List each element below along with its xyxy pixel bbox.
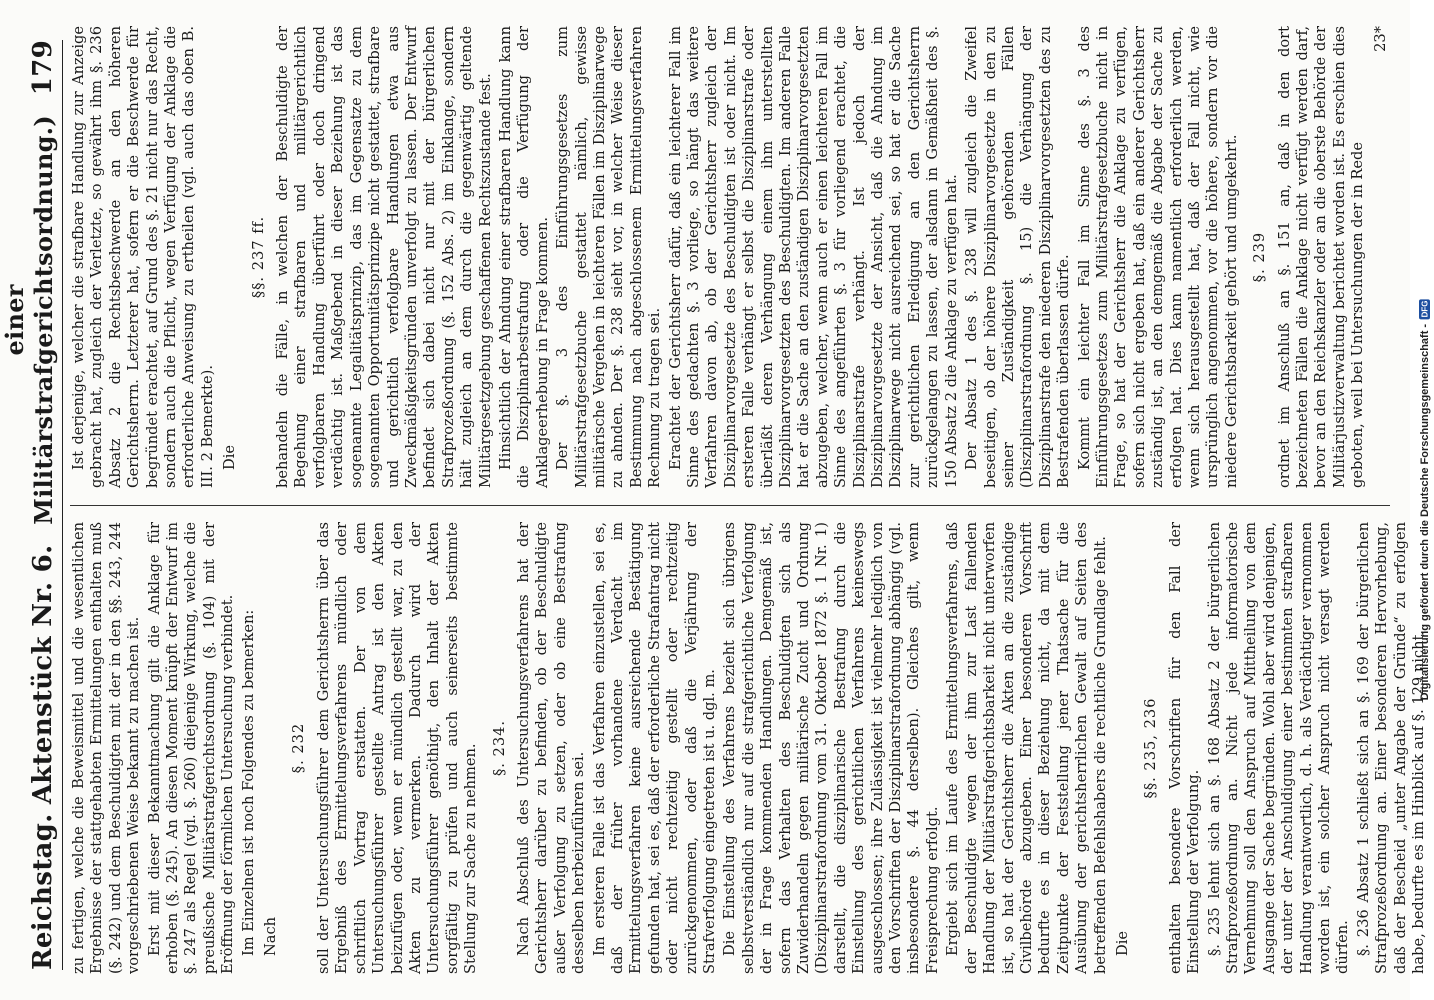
paragraph: Der §. 3 des Einführungsgesetzes zum Militärstrafgesetzbuche gestattet nämlich, gewisse militärische Vergehen in leichteren Fällen im Disziplinarwege zu ahnden. Der §. 238 sieht vor, in welcher Weise dieser Bestimmung nach abgeschlossenem Ermittelungsverfahren Rechnung zu tragen sei. (554, 26, 664, 488)
column-divider (70, 505, 1390, 506)
section-heading: §. 232 (290, 722, 308, 774)
paragraph: Ergiebt sich im Laufe des Ermittelungsverfahrens, daß der Beschuldigte wegen der ihm zur Last fallenden Handlung der Militärstrafgerichtsbarkeit nicht unterworfen ist, so hat der Gerichtsherr die Akten an die zuständige Civilbehörde abzugeben. Einer besonderen Vorschrift bedurfte es in dieser Beziehung nicht, da mit dem Zeitpunkte der Feststellung jener Thatsache für die Ausübung der gerichtsherrlichen Gewalt auf Seiten des betreffenden Befehlshabers die rechtliche Grundlage fehlt. (944, 522, 1109, 974)
lead-word: Nach (262, 916, 280, 956)
left-column (70, 522, 1428, 974)
paragraph: enthalten besondere Vorschriften für den Fall der Einstellung der Verfolgung. (1166, 522, 1203, 974)
paragraph: Der Absatz 1 des §. 238 will zugleich die Zweifel beseitigen, ob der höhere Disziplinarvorgesetzte in den zu seiner Zuständigkeit gehörenden Fällen (Disziplinarstrafordnung §. 15) die Verhängung der Disziplinarstrafe den niederen Disziplinarvorgesetzten des zu Bestrafenden überlassen dürfe. (963, 26, 1073, 488)
running-header (0, 40, 63, 970)
right-column (70, 26, 1390, 488)
paragraph: Nach Abschluß des Untersuchungsverfahrens hat der Gerichtsherr darüber zu befinden, ob der Beschuldigte außer Verfolgung zu setzen, oder ob eine Bestrafung desselben herbeizuführen sei. (514, 522, 588, 974)
paragraph: Kommt ein leichter Fall im Sinne des §. 3 des Einführungsgesetzes zum Militärstrafgesetzbuche nicht in Frage, so hat der Gerichtsherr die Anklage zu verfügen, sofern sich nicht ergeben hat, daß ein anderer Gerichtsherr zuständig ist, an den demgemäß die Abgabe der Sache zu erfolgen hat. Dies kann namentlich erforderlich werden, wenn sich herausgestellt hat, daß der Fall nicht, wie ursprünglich angenommen, vor die höhere, sondern vor die niedere Gerichtsbarkeit gehört und umgekehrt. (1075, 26, 1240, 488)
sheet-signature: 23* (1371, 26, 1389, 52)
paragraph: behandeln die Fälle, in welchen der Beschuldigte der Begehung einer strafbaren und militärgerichtlich verfolgbaren Handlung überführt oder doch dringend verdächtig ist. Maßgebend in dieser Beziehung ist das sogenannte Legalitätsprinzip, das im Gegensatze zu dem sogenannten Opportunitätsprinzipe nicht gestattet, strafbare und gerichtlich verfolgbare Handlungen etwa aus Zweckmäßigkeitsgründen unverfolgt zu lassen. Der Entwurf befindet sich dabei nicht nur mit der bürgerlichen Strafprozeßordnung (§. 152 Abs. 2) im Einklange, sondern hält zugleich an dem durch die gegenwärtig geltende Militärgesetzgebung geschaffenen Rechtszustande fest. (274, 26, 494, 488)
paragraph: Erachtet der Gerichtsherr dafür, daß ein leichterer Fall im Sinne des gedachten §. 3 vorliege, so hängt das weitere Verfahren davon ab, ob der Gerichtsherr zugleich der Disziplinarvorgesetzte des Beschuldigten ist oder nicht. Im ersteren Falle verhängt er selbst die Disziplinarstrafe oder überläßt deren Verhängung einem ihm unterstellten Disziplinarvorgesetzten des Beschuldigten. Im anderen Falle hat er die Sache an den zuständigen Disziplinarvorgesetzten abzugeben, welcher, wenn auch er einen leichteren Fall im Sinne des angeführten §. 3 für vorliegend erachtet, die Disziplinarstrafe verhängt. Ist jedoch der Disziplinarvorgesetzte der Ansicht, daß die Ahndung im Disziplinarwege nicht ausreichend sei, so hat er die Sache zur gerichtlichen Erledigung an den Gerichtsherrn zurückgelangen zu lassen, der alsdann in Gemäßheit des §. 150 Absatz 2 die Anklage zu verfügen hat. (666, 26, 960, 488)
paragraph: Im ersteren Falle ist das Verfahren einzustellen, sei es, daß der früher vorhandene Verdacht im Ermittelungsverfahren keine ausreichende Bestätigung gefunden hat, sei es, daß der erforderliche Strafantrag nicht oder nicht rechtzeitig gestellt oder rechtzeitig zurückgenommen, oder daß die Verjährung der Strafverfolgung eingetreten ist u. dgl. m. (590, 522, 718, 974)
paragraph: zu fertigen, welche die Beweismittel und die wesentlichen Ergebnisse der stattgehabten Ermittelungen enthalten muß (§. 242) und dem Beschuldigten mit der in den §§. 243, 244 vorgeschriebenen Weise bekannt zu machen ist. (70, 522, 143, 974)
lead-word: Die (1113, 930, 1131, 956)
section-heading: §. 234. (490, 719, 508, 777)
page-number: 179 (28, 40, 58, 96)
digitization-credit (1415, 5, 1434, 995)
paragraph: Die Einstellung des Verfahrens bezieht sich übrigens selbstverständlich nur auf die strafgerichtliche Verfolgung der in Frage kommenden Handlungen. Demgemäß ist, sofern das Verhalten des Beschuldigten sich als Zuwiderhandeln gegen militärische Zucht und Ordnung (Disziplinarstrafordnung vom 31. Oktober 1872 §. 1 Nr. 1) darstellt, die disziplinarische Bestrafung durch die Einstellung des gerichtlichen Verfahrens keineswegs ausgeschlossen; ihre Zulässigkeit ist vielmehr lediglich von den Vorschriften der Disziplinarstrafordnung abhängig (vgl. insbesondere §. 44 derselben). Gleiches gilt, wenn Freisprechung erfolgt. (721, 522, 941, 974)
lead-word: Die (221, 444, 239, 470)
paragraph: §. 235 lehnt sich an §. 168 Absatz 2 der bürgerlichen Strafprozeßordnung an. Nicht jede informatorische Vernehmung soll den Anspruch auf Mittheilung von dem Ausgange der Sache begründen. Wohl aber wird denjenigen, der unter der Anschuldigung einer bestimmten strafbaren Handlung verantwortlich, d. h. als Verdächtiger vernommen worden ist, ein solcher Anspruch nicht versagt werden dürfen. (1205, 522, 1352, 974)
paragraph: ordnet im Anschluß an §. 151 an, daß in den dort bezeichneten Fällen die Anklage nicht verfügt werden darf, bevor an den Reichskanzler oder an die oberste Behörde der Militärjustizverwaltung berichtet worden ist. Es erschien dies geboten, weil bei Untersuchungen der in Rede (1275, 26, 1367, 488)
paragraph: §. 236 Absatz 1 schließt sich an §. 169 der bürgerlichen Strafprozeßordnung an. Einer besonderen Hervorhebung, daß der Bescheid „unter Angabe der Gründe“ zu erfolgen habe, bedurfte es im Hinblick auf §. 129 nicht. (1354, 522, 1428, 974)
paragraph: Erst mit dieser Bekanntmachung gilt die Anklage für erhoben (§. 245). An diesen Moment knüpft der Entwurf im §. 247 als Regel (vgl. §. 260) diejenige Wirkung, welche die preußische Militärstrafgerichtsordnung (§. 104) mit der Eröffnung der förmlichen Untersuchung verbindet. (145, 522, 237, 974)
paragraph: soll der Untersuchungsführer dem Gerichtsherrn über das Ergebniß des Ermittelungsverfahrens mündlich oder schriftlich Vortrag erstatten. Der von dem Untersuchungsführer gestellte Antrag ist den Akten beizufügen oder, wenn er mündlich gestellt war, zu den Akten zu vermerken. Dadurch wird der Untersuchungsführer genöthigt, den Inhalt der Akten sorgfältig zu prüfen und auch seinerseits bestimmte Stellung zur Sache zu nehmen. (314, 522, 480, 974)
section-heading: §§. 237 ff. (249, 215, 267, 299)
section-heading: §§. 235, 236 (1142, 697, 1160, 799)
header-title: Reichstag. Aktenstück Nr. 6. (28, 544, 58, 970)
credit-text: Digitalisierung gefördert durch die Deutsche Forschungsgemeinschaft - (1418, 324, 1431, 701)
dfg-logo: DFG (1420, 301, 1429, 319)
section-heading: §. 239 (1251, 231, 1269, 283)
paragraph: Hinsichtlich der Ahndung einer strafbaren Handlung kann die Disziplinarbestrafung oder die Verfügung der Anklageerhebung in Frage kommen. (496, 26, 551, 488)
paragraph: Im Einzelnen ist noch Folgendes zu bemerken: (239, 609, 257, 956)
paragraph: Ist derjenige, welcher die strafbare Handlung zur Anzeige gebracht hat, zugleich der Verletzte, so gewährt ihm §. 236 Absatz 2 die Rechtsbeschwerde an den höheren Gerichtsherrn. Letzterer hat, sofern er die Beschwerde für begründet erachtet, auf Grund des §. 21 nicht nur das Recht, sondern auch die Pflicht, wegen Verfügung der Anklage die erforderliche Anweisung zu ertheilen (vgl. auch das oben B. III. 2 Bemerkte). (70, 26, 216, 488)
header-subtitle: einer Militärstrafgerichtsordnung.) (0, 115, 58, 525)
